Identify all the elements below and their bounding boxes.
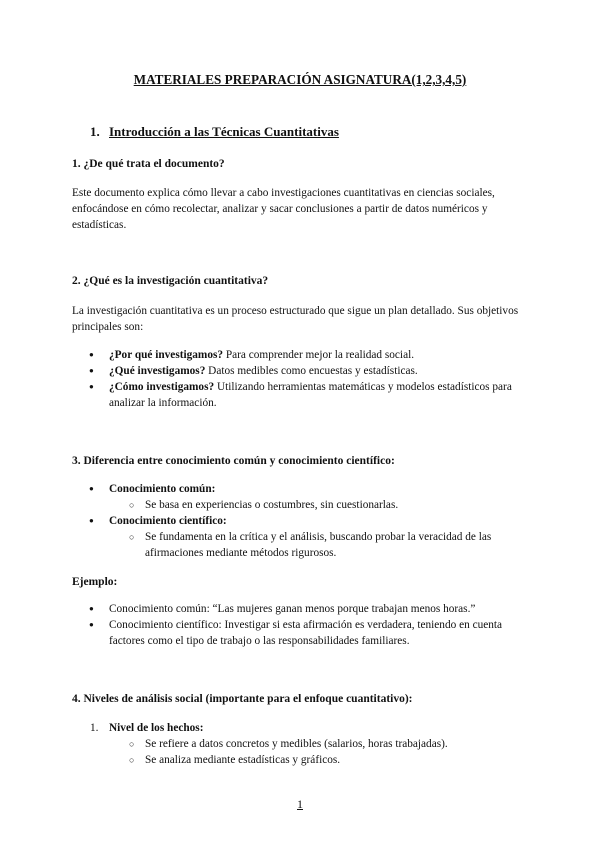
list-item: ● Conocimiento científico: Investigar si esta afirmación es verdadera, teniendo en cuenta factores como el tipo de trabajo o las responsabilidades familiares.: [72, 617, 532, 649]
list-item: ● Conocimiento científico:: [72, 513, 532, 529]
bullet-list-q2: [72, 347, 532, 411]
example-label: Ejemplo:: [72, 576, 118, 588]
list-item: ● ¿Qué investigamos? Datos medibles como encuestas y estadísticas.: [72, 363, 532, 379]
section-heading-1: [90, 124, 339, 140]
list-subitem: ○ Se basa en experiencias o costumbres, sin cuestionarlas.: [72, 497, 532, 513]
heading-q3: 3. Diferencia entre conocimiento común y conocimiento científico:: [72, 455, 395, 467]
example-list: [72, 601, 532, 649]
document-title: MATERIALES PREPARACIÓN ASIGNATURA(1,2,3,4,5): [133, 72, 467, 87]
heading-q2: 2. ¿Qué es la investigación cuantitativa?: [72, 275, 269, 287]
list-item: ● ¿Cómo investigamos? Utilizando herramientas matemáticas y modelos estadísticos para analizar la información.: [72, 379, 532, 411]
bullet-list-q3: [72, 481, 532, 561]
list-subitem: ○ Se refiere a datos concretos y medibles (salarios, horas trabajadas).: [72, 736, 532, 752]
paragraph-q2: La investigación cuantitativa es un proceso estructurado que sigue un plan detallado. Sus objetivos principales son:: [72, 305, 519, 333]
list-subitem: ○ Se analiza mediante estadísticas y gráficos.: [72, 752, 532, 768]
list-item: ● Conocimiento común: “Las mujeres ganan menos porque trabajan menos horas.”: [72, 601, 532, 617]
paragraph-q1: Este documento explica cómo llevar a cabo investigaciones cuantitativas en ciencias sociales, enfocándose en cómo recolectar, analizar y sacar conclusiones a partir de datos numéricos y estadísticas.: [72, 187, 495, 231]
heading-q1: 1. ¿De qué trata el documento?: [72, 158, 225, 170]
list-item: ● ¿Por qué investigamos? Para comprender mejor la realidad social.: [72, 347, 532, 363]
list-item: ● Conocimiento común:: [72, 481, 532, 497]
numbered-item: 1. Nivel de los hechos:: [90, 722, 204, 734]
section-number: 1.: [90, 124, 100, 139]
list-subitem: ○ Se fundamenta en la crítica y el análisis, buscando probar la veracidad de las afirmaciones mediante métodos rigurosos.: [72, 529, 532, 561]
list-number: 1.: [90, 722, 99, 734]
heading-q4: 4. Niveles de análisis social (importante para el enfoque cuantitativo):: [72, 693, 413, 705]
numbered-list-q4: [72, 720, 532, 768]
page-number: 1: [297, 797, 303, 811]
section-title: Introducción a las Técnicas Cuantitativas: [109, 124, 339, 139]
